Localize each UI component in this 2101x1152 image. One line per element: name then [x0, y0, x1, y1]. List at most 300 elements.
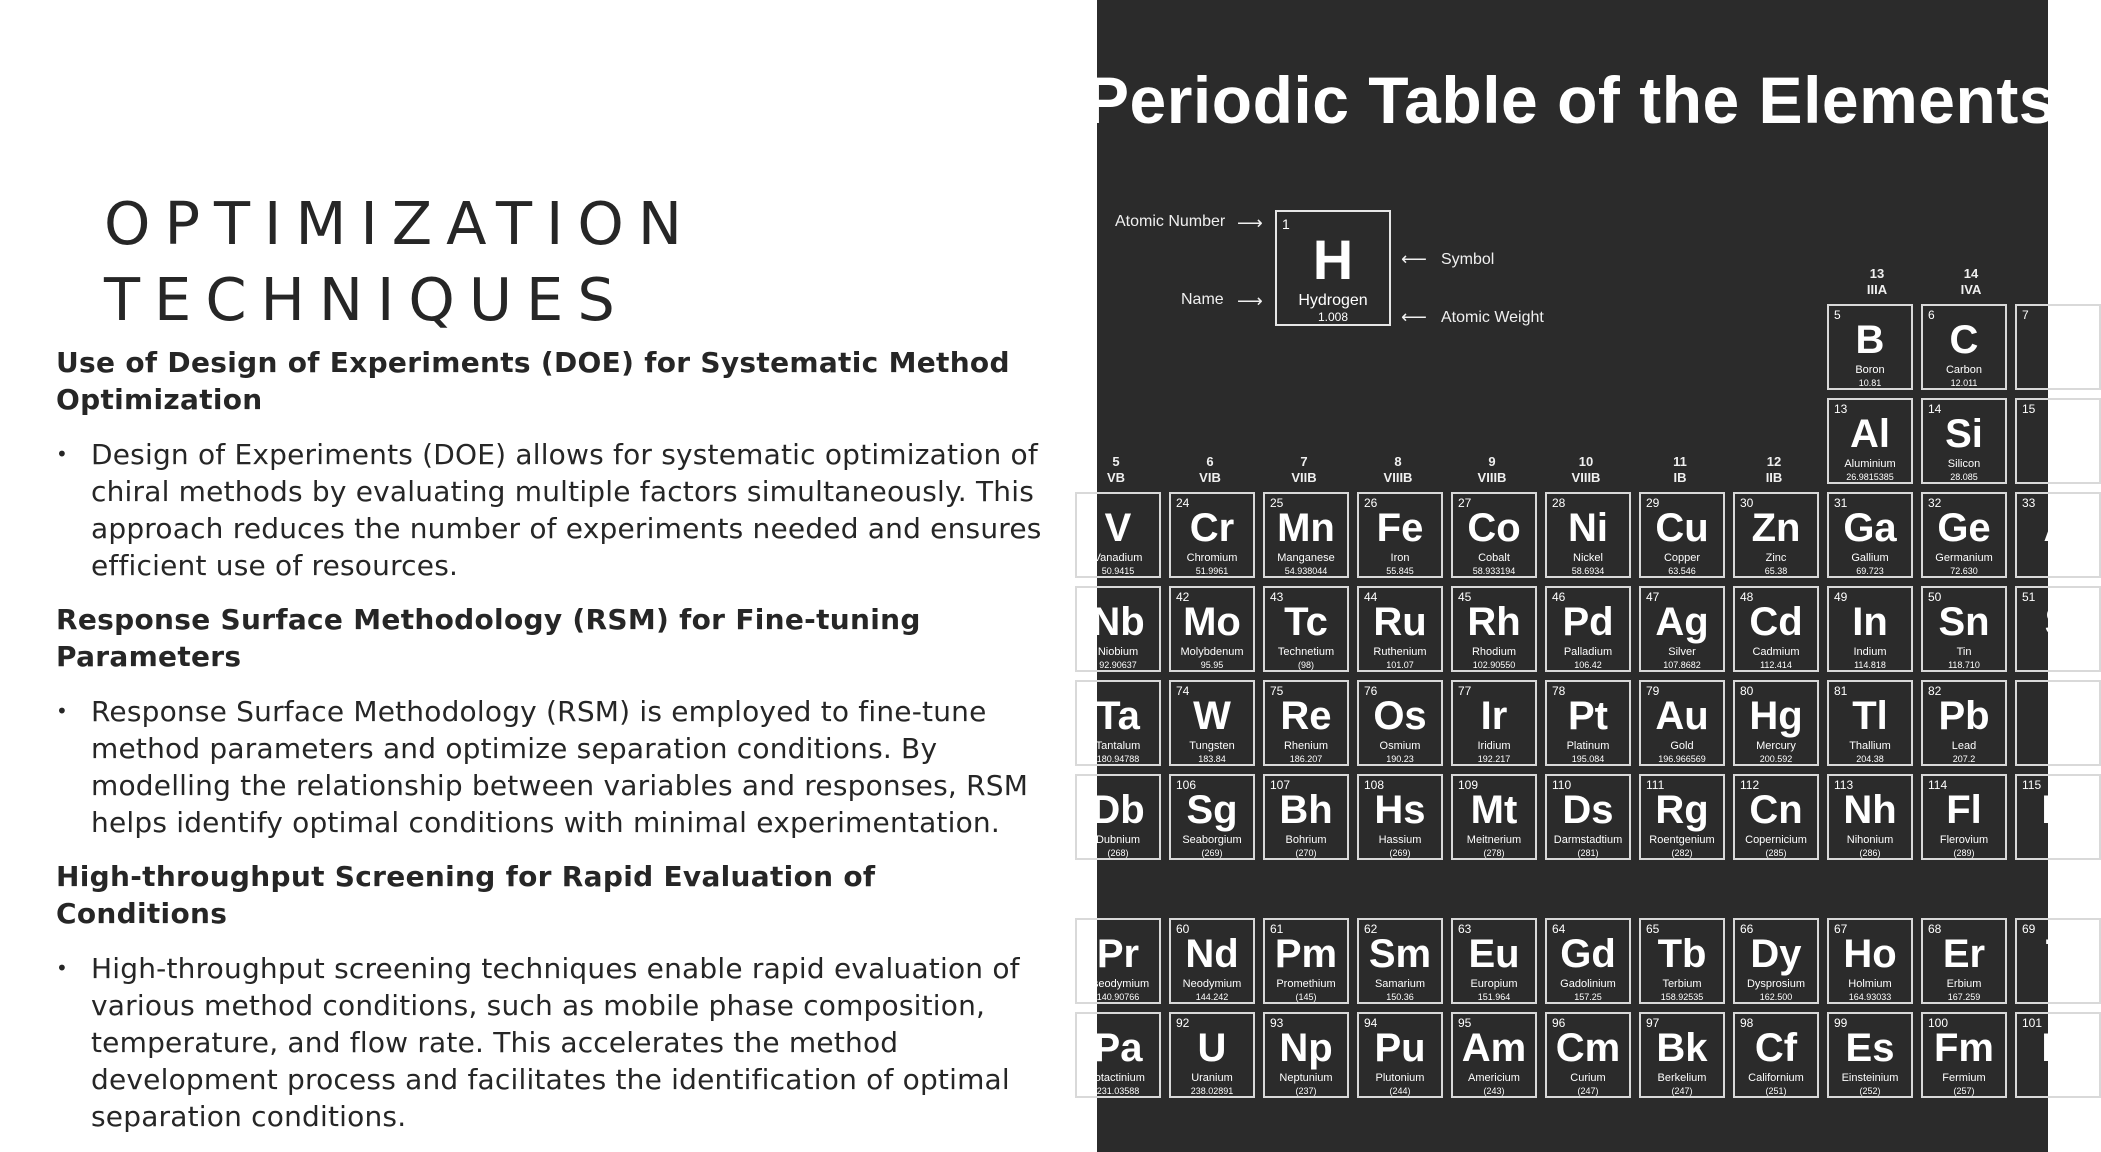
group-number: 8 [1394, 454, 1402, 469]
element-symbol: Cm [1555, 1026, 1621, 1070]
element-weight: 192.217 [1477, 754, 1511, 764]
element-weight: 58.933194 [1472, 566, 1516, 576]
element-weight: 10.81 [1858, 378, 1882, 388]
element-symbol: B [1855, 318, 1885, 362]
element-symbol: Pu [1374, 1026, 1426, 1070]
element-cell [1639, 680, 1725, 766]
element-name: Flerovium [1939, 834, 1989, 846]
element-weight: 28.085 [1950, 472, 1978, 482]
element-number: 108 [1364, 778, 1385, 792]
group-number: 12 [1766, 454, 1782, 469]
element-weight: (268) [1107, 848, 1129, 858]
element-number: 95 [1458, 1016, 1472, 1030]
element-weight: (282) [1671, 848, 1693, 858]
element-symbol: Tc [1284, 600, 1328, 644]
element-symbol: Co [1467, 506, 1521, 550]
element-cell [1169, 918, 1255, 1004]
element-name: Gadolinium [1560, 978, 1616, 990]
element-number: 80 [1740, 684, 1754, 698]
element-symbol: Ds [1562, 788, 1614, 832]
element-symbol: Ni [1568, 506, 1608, 550]
element-cell [1545, 680, 1631, 766]
element-name: Neptunium [1279, 1072, 1333, 1084]
element-cell [1639, 586, 1725, 672]
element-weight: 195.084 [1571, 754, 1605, 764]
element-name: Erbium [1946, 978, 1982, 990]
group-label [1167, 454, 1253, 486]
element-name: Chromium [1186, 552, 1238, 564]
element-name: Gallium [1851, 552, 1889, 564]
element-weight: 95.95 [1200, 660, 1224, 670]
element-name: Iron [1390, 552, 1410, 564]
element-weight: (244) [1389, 1086, 1411, 1096]
element-cell [1733, 774, 1819, 860]
element-cell [2015, 918, 2101, 1004]
element-name: Tin [1956, 646, 1972, 658]
element-name: Americium [1468, 1072, 1520, 1084]
element-symbol: Au [1655, 694, 1709, 738]
element-weight: 114.818 [1854, 660, 1886, 670]
element-cell [2015, 586, 2101, 672]
element-number: 49 [1834, 590, 1848, 604]
element-cell [1639, 492, 1725, 578]
element-name: Niobium [1097, 646, 1139, 658]
element-number: 32 [1928, 496, 1942, 510]
element-name: Osmium [1379, 740, 1421, 752]
element-symbol: Os [1373, 694, 1427, 738]
element-symbol: Pr [1096, 932, 1140, 976]
element-cell [1639, 918, 1725, 1004]
element-weight: 164.93033 [1848, 992, 1892, 1002]
element-symbol: Ho [1843, 932, 1897, 976]
legend-example-number: 1 [1282, 216, 1290, 232]
element-symbol: M [2041, 788, 2075, 832]
element-name: Seaborgium [1182, 834, 1242, 846]
element-name: Ph [2051, 458, 2065, 470]
element-number: 43 [1270, 590, 1284, 604]
element-weight: 158.92535 [1660, 992, 1704, 1002]
element-cell [2015, 492, 2101, 578]
element-cell [1169, 492, 1255, 578]
element-symbol: Fl [1946, 788, 1982, 832]
element-weight: 50.9415 [1101, 566, 1135, 576]
arrow-right-icon: ⟶ [1237, 213, 1263, 234]
element-weight: (247) [1577, 1086, 1599, 1096]
element-symbol: C [1949, 318, 1979, 362]
element-number: 75 [1270, 684, 1284, 698]
element-number: 78 [1552, 684, 1566, 698]
slide-title [104, 186, 1004, 338]
element-name: Rhenium [1283, 740, 1329, 752]
slide-title-line1: OPTIMIZATION [104, 189, 696, 258]
element-weight: (257) [1953, 1086, 1975, 1096]
element-number: 93 [1270, 1016, 1284, 1030]
element-cell [1451, 774, 1537, 860]
element-symbol: Nh [1843, 788, 1897, 832]
element-weight: 162.500 [1759, 992, 1793, 1002]
element-number: 47 [1646, 590, 1660, 604]
bullet-doe [56, 436, 1056, 584]
element-number: 45 [1458, 590, 1472, 604]
element-symbol: S [2044, 600, 2072, 644]
group-number: 9 [1488, 454, 1496, 469]
element-symbol: Eu [1468, 932, 1520, 976]
element-weight: 231.03588 [1096, 1086, 1140, 1096]
element-number: 113 [1834, 778, 1854, 792]
element-number: 111 [1646, 778, 1665, 792]
element-name: Lead [1951, 740, 1977, 752]
element-name: Manganese [1277, 552, 1335, 564]
element-cell [1545, 492, 1631, 578]
element-weight: 180.94788 [1096, 754, 1140, 764]
element-weight: (281) [1577, 848, 1599, 858]
element-number: 60 [1176, 922, 1190, 936]
element-cell [1545, 774, 1631, 860]
element-name: Uranium [1191, 1072, 1233, 1084]
element-number: 5 [1834, 308, 1841, 322]
element-name: Platinum [1566, 740, 1610, 752]
bullet-dot: • [56, 442, 68, 466]
element-number: 92 [1176, 1016, 1190, 1030]
element-symbol: Ru [1373, 600, 1427, 644]
element-cell [1075, 586, 1161, 672]
element-number: 62 [1364, 922, 1378, 936]
element-name: Roentgenium [1649, 834, 1715, 846]
slide-title-line2: TECHNIQUES [104, 265, 629, 334]
element-name: Indium [1853, 646, 1887, 658]
element-cell [1263, 492, 1349, 578]
group-label [1449, 454, 1535, 486]
bullet-dot: • [56, 699, 68, 723]
element-weight: 106.42 [1574, 660, 1602, 670]
legend-atomic-number-label: Atomic Number [1115, 213, 1226, 230]
element-weight: 12.011 [1950, 378, 1978, 388]
element-cell [1263, 774, 1349, 860]
element-symbol: Mn [1277, 506, 1335, 550]
element-cell [1169, 774, 1255, 860]
element-symbol: A [2043, 506, 2073, 550]
element-name: Ruthenium [1373, 646, 1427, 658]
element-weight: 54.938044 [1284, 566, 1328, 576]
arrow-left-icon: ⟵ [1401, 249, 1427, 270]
group-roman: VIB [1199, 470, 1221, 485]
element-cell [1545, 586, 1631, 672]
element-symbol: Pb [1938, 694, 1990, 738]
element-number: 101 [2022, 1016, 2043, 1030]
element-weight: 140.90766 [1096, 992, 1140, 1002]
element-symbol: V [1104, 506, 1132, 550]
element-number: 25 [1270, 496, 1284, 510]
element-weight: 186.207 [1289, 754, 1323, 764]
element-cell [1169, 680, 1255, 766]
element-weight: 183.84 [1198, 754, 1226, 764]
element-name: Plutonium [1375, 1072, 1425, 1084]
element-symbol: Dy [1750, 932, 1802, 976]
bullet-text-doe: Design of Experiments (DOE) allows for systematic optimization of chiral methods by evaluating multiple factors simultaneously. This approach reduces the number of experiments needed and ensures efficient use of resources. [91, 438, 1042, 582]
element-cell [1639, 774, 1725, 860]
element-symbol: Cd [1749, 600, 1803, 644]
element-symbol: Al [1850, 412, 1890, 456]
element-symbol: Mt [1470, 788, 1518, 832]
element-cell [1451, 586, 1537, 672]
element-cell [1827, 680, 1913, 766]
element-cell [1733, 492, 1819, 578]
element-name: Curium [1570, 1072, 1606, 1084]
element-symbol: In [1852, 600, 1888, 644]
element-weight: 55.845 [1386, 566, 1414, 576]
element-weight: 157.25 [1574, 992, 1602, 1002]
element-cell [1827, 774, 1913, 860]
element-name: Nihonium [1846, 834, 1894, 846]
group-number: 6 [1206, 454, 1214, 469]
element-name: Zinc [1765, 552, 1787, 564]
element-cell [1169, 586, 1255, 672]
group-number: 5 [1112, 454, 1120, 469]
element-symbol: Fe [1376, 506, 1424, 550]
element-cell [1075, 1012, 1161, 1098]
element-name: Holmium [1848, 978, 1892, 990]
element-cell [1921, 398, 2007, 484]
element-number: 30 [1740, 496, 1754, 510]
element-weight: 63.546 [1668, 566, 1696, 576]
element-number: 3 [1082, 684, 1089, 698]
element-name: Darmstadtium [1553, 834, 1623, 846]
element-number: 110 [1552, 778, 1572, 792]
element-number: 6 [1928, 308, 1935, 322]
element-cell [1827, 918, 1913, 1004]
element-number: 81 [1834, 684, 1848, 698]
element-name: aseodymium [1086, 978, 1150, 990]
section-heading-doe: Use of Design of Experiments (DOE) for Systematic Method Optimization [56, 346, 1010, 416]
element-weight: (247) [1671, 1086, 1693, 1096]
group-roman: VIIB [1291, 470, 1317, 485]
element-cell [1921, 492, 2007, 578]
element-name: Einsteinium [1841, 1072, 1899, 1084]
element-number: 64 [1552, 922, 1566, 936]
element-name: Bohrium [1285, 834, 1327, 846]
element-symbol: Sm [1368, 932, 1432, 976]
section-heading-hts: High-throughput Screening for Rapid Evaluation of Conditions [56, 860, 876, 930]
group-label [1355, 454, 1441, 486]
element-name: Me [2050, 1072, 2066, 1084]
slide-body [56, 344, 1056, 1152]
element-symbol: Hs [1374, 788, 1426, 832]
element-cell [1075, 680, 1161, 766]
element-cell [1263, 586, 1349, 672]
bullet-dot: • [56, 956, 68, 980]
element-number: 115 [2022, 778, 2042, 792]
group-number: 13 [1869, 266, 1885, 281]
element-number: 50 [1928, 590, 1942, 604]
element-cell [1263, 918, 1349, 1004]
element-number: 24 [1176, 496, 1190, 510]
element-weight: 30 [2052, 472, 2063, 482]
element-number: 65 [1646, 922, 1660, 936]
element-name: Boron [1855, 364, 1885, 376]
element-symbol: Cn [1749, 788, 1803, 832]
element-symbol: Db [1091, 788, 1145, 832]
element-name: Iridium [1477, 740, 1511, 752]
element-number: 46 [1552, 590, 1566, 604]
element-cell [1357, 774, 1443, 860]
element-symbol: T [2045, 932, 2071, 976]
element-number: 48 [1740, 590, 1754, 604]
element-cell [2015, 398, 2101, 484]
element-weight: 151.964 [1477, 992, 1511, 1002]
element-number: 13 [1834, 402, 1848, 416]
element-weight: 58.6934 [1571, 566, 1605, 576]
element-name: Berkelium [1657, 1072, 1707, 1084]
element-symbol: Pt [1568, 694, 1608, 738]
element-weight: 200.592 [1759, 754, 1793, 764]
element-number: 69 [2022, 922, 2036, 936]
element-cell [1451, 492, 1537, 578]
bullet-text-rsm: Response Surface Methodology (RSM) is employed to fine-tune method parameters and optimize separation conditions. By modelling the relationship between variables and responses, RSM helps identify optimal conditions with minimal experimentation. [91, 695, 1029, 839]
element-number: 96 [1552, 1016, 1566, 1030]
element-cell [2015, 304, 2101, 390]
element-symbol: Am [1461, 1026, 1527, 1070]
element-name: N [2054, 364, 2062, 376]
section-heading-rsm: Response Surface Methodology (RSM) for Fine-tuning Parameters [56, 603, 921, 673]
element-number: 77 [1458, 684, 1472, 698]
element-name: Silver [1668, 646, 1696, 658]
element-symbol: Er [1942, 932, 1986, 976]
element-symbol: Nd [1185, 932, 1239, 976]
group-label [1928, 266, 2014, 298]
element-number: 3 [1082, 496, 1089, 510]
element-number: 79 [1646, 684, 1660, 698]
element-name: Fermium [1942, 1072, 1986, 1084]
bullet-hts [56, 950, 1056, 1135]
group-label [1834, 266, 1920, 298]
element-cell [1733, 918, 1819, 1004]
element-weight: (252) [1859, 1086, 1881, 1096]
element-number: 27 [1458, 496, 1472, 510]
element-number: 112 [1740, 778, 1760, 792]
element-name: Palladium [1563, 646, 1613, 658]
element-name: Californium [1748, 1072, 1804, 1084]
element-cell [1921, 774, 2007, 860]
element-name: Germanium [1935, 552, 1993, 564]
element-name: Copernicium [1745, 834, 1807, 846]
element-name: Cadmium [1752, 646, 1800, 658]
element-cell [1451, 918, 1537, 1004]
element-cell [1545, 918, 1631, 1004]
element-symbol: Tb [1657, 932, 1707, 976]
element-number: 61 [1270, 922, 1284, 936]
element-weight: 207.2 [1952, 754, 1976, 764]
element-number: 82 [1928, 684, 1942, 698]
element-cell [1921, 1012, 2007, 1098]
element-weight: 92.90637 [1099, 660, 1137, 670]
group-roman: VIIIB [1383, 470, 1413, 485]
element-symbol: M [2041, 1026, 2075, 1070]
element-symbol: Np [1279, 1026, 1333, 1070]
element-weight: (269) [1389, 848, 1411, 858]
element-number: 67 [1834, 922, 1848, 936]
element-symbol: Cu [1655, 506, 1709, 550]
element-number: 98 [1740, 1016, 1754, 1030]
element-name: Silicon [1947, 458, 1981, 470]
element-number: 26 [1364, 496, 1378, 510]
element-weight: 72.630 [1950, 566, 1978, 576]
element-weight: 144.242 [1195, 992, 1229, 1002]
element-number: 51 [2022, 590, 2036, 604]
element-name: Thallium [1849, 740, 1891, 752]
element-weight: (145) [1295, 992, 1317, 1002]
element-cell [1827, 1012, 1913, 1098]
element-symbol: Ge [1937, 506, 1991, 550]
group-roman: VIIIB [1571, 470, 1601, 485]
element-number: 76 [1364, 684, 1378, 698]
element-number: 15 [2022, 402, 2036, 416]
group-roman: IIIA [1866, 282, 1888, 297]
element-cell [1263, 680, 1349, 766]
group-number: 11 [1673, 454, 1687, 469]
element-name: Terbium [1662, 978, 1702, 990]
element-cell [1357, 492, 1443, 578]
element-number: 106 [1176, 778, 1197, 792]
element-symbol: W [1193, 694, 1231, 738]
element-symbol: Si [1945, 412, 1983, 456]
element-symbol: Ga [1843, 506, 1897, 550]
element-symbol: Sn [1938, 600, 1990, 644]
element-symbol: Rg [1655, 788, 1709, 832]
element-number: 42 [1176, 590, 1190, 604]
element-symbol: Hg [1749, 694, 1803, 738]
element-cell [1827, 398, 1913, 484]
element-cell [1357, 586, 1443, 672]
element-cell [1451, 1012, 1537, 1098]
element-cell [1733, 680, 1819, 766]
legend-example-name: Hydrogen [1298, 292, 1368, 309]
element-name: Promethium [1276, 978, 1336, 990]
element-name: Dubnium [1095, 834, 1141, 846]
element-cell [1075, 774, 1161, 860]
element-cell [2015, 680, 2101, 766]
element-cell [1451, 680, 1537, 766]
element-symbol: Sg [1186, 788, 1238, 832]
element-weight: 69.723 [1856, 566, 1884, 576]
element-symbol: Pa [1093, 1026, 1143, 1070]
legend-example-symbol: H [1312, 228, 1354, 291]
element-symbol: Tl [1852, 694, 1888, 738]
element-weight: (237) [1295, 1086, 1317, 1096]
element-cell [1357, 1012, 1443, 1098]
element-cell [1263, 1012, 1349, 1098]
element-cell [2015, 774, 2101, 860]
element-symbol: Gd [1560, 932, 1616, 976]
element-number: 63 [1458, 922, 1472, 936]
group-roman: VB [1106, 470, 1126, 485]
element-name: Neodymium [1182, 978, 1242, 990]
element-number: 9 [1082, 922, 1089, 936]
element-cell [1827, 492, 1913, 578]
element-symbol: Ta [1096, 694, 1140, 738]
element-name: Gold [1670, 740, 1694, 752]
element-weight: (278) [1483, 848, 1505, 858]
element-name: Carbon [1945, 364, 1983, 376]
element-name: Meitnerium [1466, 834, 1522, 846]
element-symbol: Mo [1183, 600, 1241, 644]
element-number: 33 [2022, 496, 2036, 510]
element-symbol: U [1197, 1026, 1227, 1070]
element-weight: (289) [1953, 848, 1975, 858]
group-roman: IVA [1960, 282, 1982, 297]
element-weight: (251) [1765, 1086, 1787, 1096]
element-name: rotactinium [1091, 1072, 1145, 1084]
element-number: 28 [1552, 496, 1566, 510]
